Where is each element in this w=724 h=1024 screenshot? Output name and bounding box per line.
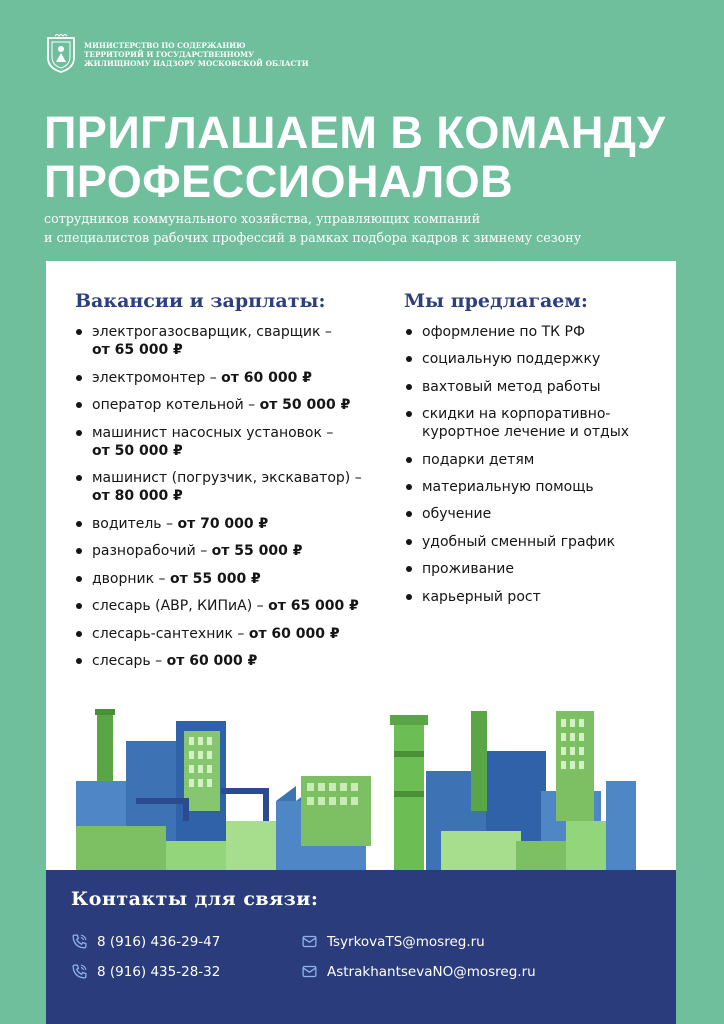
vacancy-item: разнорабочий – от 55 000 ₽ (72, 542, 392, 560)
phone-number: 8 (916) 436-29-47 (97, 933, 221, 950)
vacancy-job: водитель (92, 515, 162, 532)
org-name (84, 41, 309, 68)
vacancy-job: электрогазосварщик, сварщик (92, 324, 321, 340)
subtitle-line-2: и специалистов рабочих профессий в рамках подбора кадров к зимнему сезону (44, 230, 582, 245)
vacancy-salary: от 50 000 ₽ (92, 442, 183, 459)
contact-phone[interactable] (71, 933, 220, 950)
subtitle (44, 209, 581, 247)
vacancy-salary: от 65 000 ₽ (268, 598, 359, 614)
offer-item: подарки детям (402, 451, 672, 469)
title-line-2: ПРОФЕССИОНАЛОВ (44, 156, 514, 207)
offer-item: карьерный рост (402, 588, 672, 606)
org-name-line: МИНИСТЕРСТВО ПО СОДЕРЖАНИЮ (84, 40, 246, 50)
phone-number: 8 (916) 435-28-32 (97, 963, 221, 980)
vacancy-salary: от 55 000 ₽ (170, 570, 261, 587)
vacancy-item: слесарь – от 60 000 ₽ (72, 652, 392, 670)
vacancy-item: машинист (погрузчик, экскаватор) – от 80 000 ₽ (72, 469, 392, 505)
title-line-1: ПРИГЛАШАЕМ В КОМАНДУ (44, 107, 666, 158)
vacancy-job: оператор котельной (92, 397, 244, 413)
vacancy-job: разнорабочий (92, 543, 196, 559)
vacancy-item: слесарь (АВР, КИПиА) – от 65 000 ₽ (72, 597, 392, 615)
phone-icon (71, 933, 88, 950)
offer-item: материальную помощь (402, 478, 672, 496)
vacancy-item: слесарь-сантехник – от 60 000 ₽ (72, 625, 392, 643)
offer-item: оформление по ТК РФ (402, 323, 672, 341)
vacancy-salary: от 80 000 ₽ (92, 488, 183, 504)
offer-item: обучение (402, 505, 672, 523)
vacancy-item: дворник – от 55 000 ₽ (72, 570, 392, 588)
vacancy-job: машинист (погрузчик, экскаватор) (92, 470, 351, 486)
vacancy-item: оператор котельной – от 50 000 ₽ (72, 396, 392, 414)
mail-icon (301, 963, 318, 980)
vacancy-job: машинист насосных установок (92, 424, 322, 441)
vacancy-job: дворник (92, 570, 155, 587)
vacancy-item: водитель – от 70 000 ₽ (72, 515, 392, 533)
org-name-line: ТЕРРИТОРИЙ И ГОСУДАРСТВЕННОМУ (84, 49, 255, 59)
vacancy-job: слесарь (АВР, КИПиА) (92, 598, 253, 614)
page-title (44, 108, 665, 206)
offer-item: социальную поддержку (402, 350, 672, 368)
offer-item: проживание (402, 560, 672, 578)
offer-item: скидки на корпоративно-курортное лечение и отдых (402, 405, 672, 441)
contacts-title: Контакты для связи: (71, 888, 319, 910)
coat-of-arms-icon (46, 34, 76, 74)
subtitle-line-1: сотрудников коммунального хозяйства, управляющих компаний (44, 211, 481, 226)
vacancy-salary: от 60 000 ₽ (221, 369, 312, 386)
vacancy-salary: от 70 000 ₽ (177, 515, 269, 532)
industrial-skyline-illustration (46, 681, 676, 870)
vacancies-title: Вакансии и зарплаты: (75, 290, 326, 312)
vacancy-salary: от 60 000 ₽ (166, 653, 258, 669)
vacancy-card (46, 261, 676, 870)
vacancy-list (72, 323, 392, 680)
vacancy-job: слесарь (92, 653, 151, 669)
contact-email[interactable] (301, 963, 536, 980)
offer-item: вахтовый метод работы (402, 378, 672, 396)
vacancy-salary: от 60 000 ₽ (248, 625, 340, 642)
offer-item: удобный сменный график (402, 533, 672, 551)
phone-icon (71, 963, 88, 980)
email-address: AstrakhantsevaNO@mosreg.ru (327, 963, 536, 980)
vacancy-job: электромонтер (92, 369, 206, 386)
org-name-line: ЖИЛИЩНОМУ НАДЗОРУ МОСКОВСКОЙ ОБЛАСТИ (84, 58, 309, 68)
vacancy-job: слесарь-сантехник (92, 625, 233, 642)
mail-icon (301, 933, 318, 950)
offer-list (402, 323, 672, 615)
contact-email[interactable] (301, 933, 485, 950)
offers-title: Мы предлагаем: (404, 290, 588, 312)
contact-phone[interactable] (71, 963, 220, 980)
email-address: TsyrkovaTS@mosreg.ru (327, 933, 485, 950)
vacancy-salary: от 55 000 ₽ (211, 543, 303, 559)
vacancy-item: машинист насосных установок – от 50 000 ₽ (72, 424, 392, 460)
vacancy-salary: от 65 000 ₽ (92, 342, 183, 358)
vacancy-item: электрогазосварщик, сварщик – от 65 000 ₽ (72, 323, 392, 359)
vacancy-salary: от 50 000 ₽ (259, 397, 351, 413)
vacancy-item: электромонтер – от 60 000 ₽ (72, 369, 392, 387)
org-header (46, 34, 309, 74)
contacts-panel (46, 870, 676, 1024)
